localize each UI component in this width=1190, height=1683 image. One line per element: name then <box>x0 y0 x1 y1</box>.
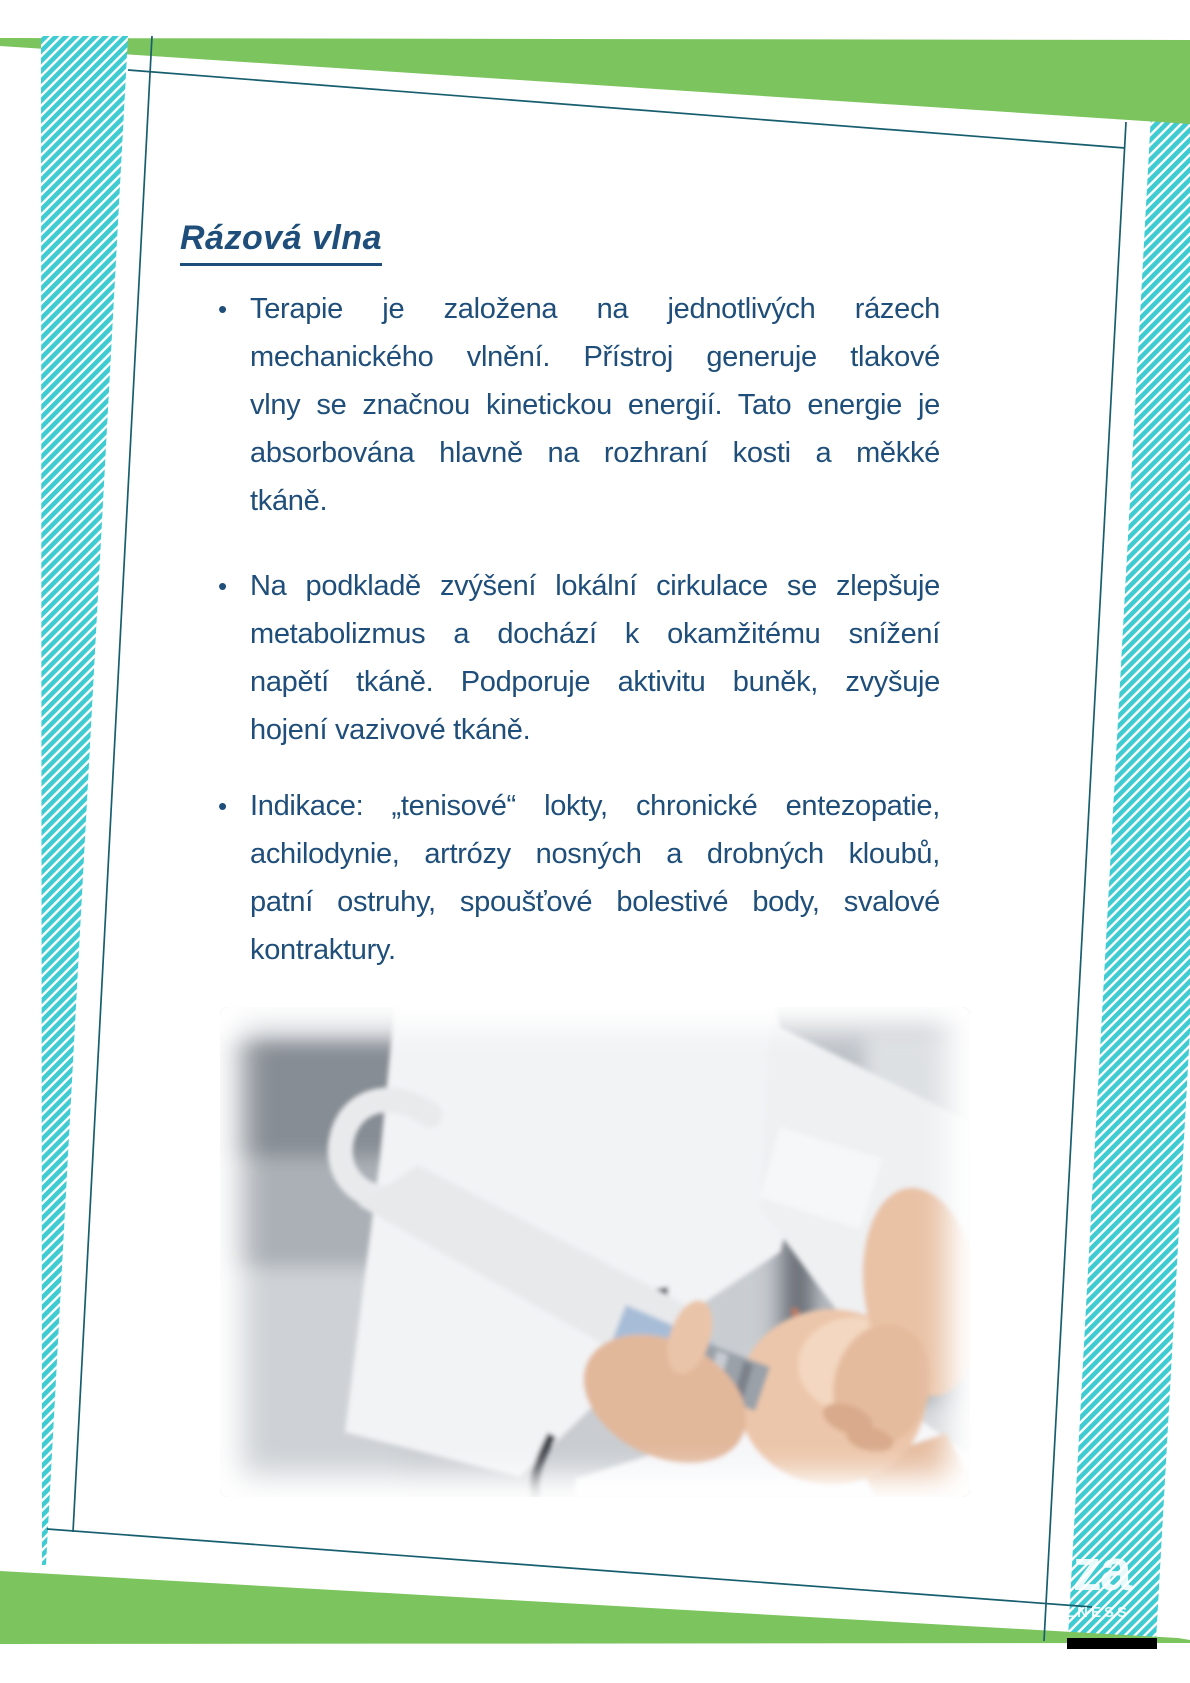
bullet-line: vlny se značnou kinetickou energií. Tato energie je <box>250 389 940 421</box>
bullet-paragraph <box>218 285 940 525</box>
bullet-line: napětí tkáně. Podporuje aktivitu buněk, zvyšuje <box>250 666 940 698</box>
bullet-line: patní ostruhy, spoušťové bolestivé body, svalové <box>250 886 940 918</box>
bullet-line: Na podkladě zvýšení lokální cirkulace se zlepšuje <box>250 570 940 602</box>
bullet-line: mechanického vlnění. Přístroj generuje tlakové <box>250 341 940 373</box>
watermark-logo-fragment: za <box>1072 1538 1130 1603</box>
bullet-line: absorbována hlavně na rozhraní kosti a měkké <box>250 437 940 469</box>
bullet-paragraph <box>218 782 940 974</box>
bullet-marker: • <box>218 294 228 324</box>
bullet-line: metabolizmus a dochází k okamžitému snížení <box>250 618 940 650</box>
bullet-line: Terapie je založena na jednotlivých rázech <box>250 293 940 325</box>
skin-mole <box>791 1308 800 1317</box>
bullet-line: Indikace: „tenisové“ lokty, chronické entezopatie, <box>250 790 940 822</box>
therapy-photo <box>220 1007 970 1497</box>
watermark-text-fragment: LNESS <box>1064 1604 1130 1621</box>
bullet-line: tkáně. <box>250 485 328 517</box>
bullet-paragraph <box>218 562 940 754</box>
bullet-line: achilodynie, artrózy nosných a drobných kloubů, <box>250 838 940 870</box>
bullet-marker: • <box>218 791 228 821</box>
bullet-marker: • <box>218 571 228 601</box>
page-title: Rázová vlna <box>180 219 382 266</box>
bullet-line: hojení vazivové tkáně. <box>250 714 531 746</box>
bullet-line: kontraktury. <box>250 934 396 966</box>
